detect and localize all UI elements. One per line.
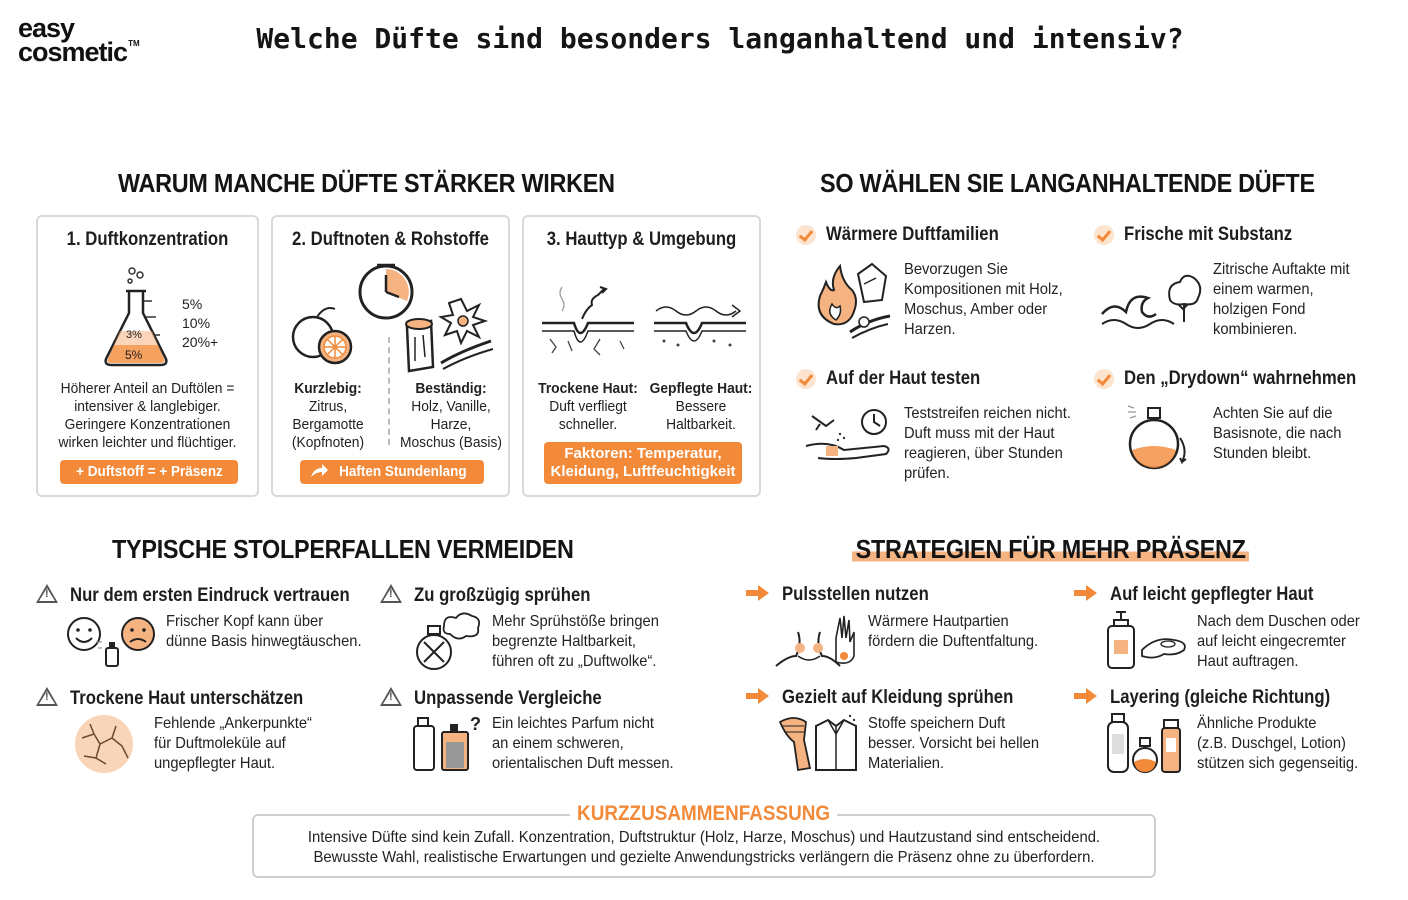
item-text: Ähnliche Produkte (z.B. Duschgel, Lotion) stützen sich gegenseitig. (1197, 715, 1359, 772)
section-title-strategies (852, 534, 1249, 565)
arrow-right-icon (746, 585, 770, 601)
card-title: 3. Hauttyp & Umgebung (546, 229, 737, 250)
item-title: Frische mit Substanz (1124, 224, 1293, 245)
item-title: Layering (gleiche Richtung) (1110, 687, 1331, 708)
item-text: Mehr Sprühstöße bringen begrenzte Haltbarkeit, führen oft zu „Duftwolke“. (492, 613, 659, 670)
flask-label: 5% (182, 296, 203, 312)
pitfall-dry-skin (36, 687, 335, 710)
arrow-right-icon (746, 688, 770, 704)
lasting-notes-text: Beständig: Holz, Vanille, Harze, Moschus (Basis) (399, 380, 502, 451)
page-title: Welche Düfte sind besonders langanhaltend und intensiv? (256, 22, 1184, 55)
share-arrow-icon (310, 464, 328, 478)
check-icon (796, 369, 816, 389)
dry-skin-icon (72, 714, 136, 774)
choose-item-test (796, 368, 1002, 390)
arrow-right-icon (1074, 585, 1098, 601)
dry-skin-text: Trockene Haut: Duft verfliegt schneller. (538, 380, 638, 433)
warning-icon (380, 584, 402, 603)
wood-vanilla-icon (401, 291, 501, 373)
summary-title-wrap (252, 802, 1156, 826)
pitfall-spraying (380, 584, 615, 607)
item-text: Stoffe speichern Duft besser. Vorsicht bei hellen Materialien. (868, 715, 1040, 772)
choose-item-drydown (1094, 368, 1388, 390)
item-text: Frischer Kopf kann über dünne Basis hinwegtäuschen. (166, 613, 362, 650)
card-skin (522, 215, 761, 497)
spray-cloud-icon (414, 612, 482, 672)
item-text: Nach dem Duschen oder auf leicht eingecremter Haut auftragen. (1197, 613, 1360, 670)
check-icon (1094, 369, 1114, 389)
flask-inner-label: 5% (125, 348, 143, 362)
logo-line-2: cosmetic (18, 37, 128, 68)
pitfall-comparisons (380, 687, 628, 710)
bottles-question-icon (412, 714, 484, 774)
strategy-clothing (746, 687, 1045, 709)
card-notes (271, 215, 510, 497)
item-title: Unpassende Vergleiche (414, 688, 603, 709)
perfume-bottle-icon (1126, 402, 1192, 472)
faces-icon (66, 614, 160, 670)
item-text: Achten Sie auf die Basisnote, die nach Stunden bleibt. (1213, 405, 1342, 462)
strategy-pulse-points (746, 584, 949, 606)
healthy-skin-layer-icon (652, 297, 748, 367)
short-notes-text: Kurzlebig: Zitrus, Bergamotte (Kopfnoten) (291, 380, 365, 451)
layering-bottles-icon (1106, 712, 1184, 774)
item-text: Ein leichtes Parfum nicht an einem schweren, orientalischen Duft messen. (492, 715, 674, 772)
item-title: Pulsstellen nutzen (782, 584, 930, 605)
item-title: Zu großzügig sprühen (414, 585, 591, 606)
item-text: Teststreifen reichen nicht. Duft muss mit der Haut reagieren, über Stunden prüfen. (904, 405, 1071, 482)
item-title: Auf der Haut testen (826, 368, 981, 389)
card-text: Höherer Anteil an Duftölen = intensiver & langlebiger. Geringere Konzentrationen wirken leichter und flüchtiger. (58, 380, 237, 451)
item-title: Auf leicht gepflegter Haut (1110, 584, 1314, 605)
pitfall-first-impression (36, 584, 388, 607)
item-title: Gezielt auf Kleidung sprühen (782, 687, 1014, 708)
pulse-points-icon (774, 612, 858, 670)
item-title: Trockene Haut unterschätzen (70, 688, 304, 709)
section-title-choose: SO WÄHLEN SIE LANGANHALTENDE DÜFTE (820, 168, 1315, 198)
item-text: Fehlende „Ankerpunkte“ für Duftmoleküle auf ungepflegter Haut. (154, 715, 312, 772)
divider (388, 337, 390, 445)
svg-text:?: ? (470, 714, 481, 734)
wave-tree-icon (1100, 272, 1202, 330)
fire-wood-vanilla-icon (812, 260, 892, 342)
flask-label: 10% (182, 315, 211, 331)
check-icon (796, 225, 816, 245)
strategy-lotion (1074, 584, 1342, 606)
flask-scale (182, 295, 218, 352)
flask-label: 20%+ (182, 334, 219, 350)
strategy-layering (1074, 687, 1361, 709)
dry-skin-layer-icon (540, 283, 636, 363)
choose-item-fresh (1094, 224, 1316, 246)
logo-line-1: easy (18, 13, 75, 43)
item-title: Nur dem ersten Eindruck vertrauen (70, 585, 351, 606)
item-text: Bevorzugen Sie Kompositionen mit Holz, Moschus, Amber oder Harzen. (904, 261, 1063, 338)
item-text: Zitrische Auftakte mit einem warmen, holzigen Fond kombinieren. (1213, 261, 1350, 338)
warning-icon (36, 584, 58, 603)
choose-item-warm (796, 224, 1023, 246)
item-title: Wärmere Duftfamilien (826, 224, 1000, 245)
lotion-icon (1104, 610, 1190, 672)
healthy-skin-text: Gepflegte Haut: Bessere Haltbarkeit. (649, 380, 753, 433)
check-icon (1094, 225, 1114, 245)
logo-trademark: TM (128, 39, 140, 49)
section-title-pitfalls: TYPISCHE STOLPERFALLEN VERMEIDEN (112, 534, 574, 564)
scarf-jacket-icon (776, 712, 860, 774)
item-text: Wärmere Hautpartien fördern die Duftentfaltung. (868, 613, 1039, 650)
citrus-icon (291, 299, 355, 371)
item-title: Den „Drydown“ wahrnehmen (1124, 368, 1357, 389)
summary-line: Intensive Düfte sind kein Zufall. Konzentration, Duftstruktur (Holz, Harze, Moschus) und Hautzustand sind entscheidend. (307, 829, 1101, 846)
notes-pill: Haften Stundenlang (300, 460, 484, 484)
summary-title: KURZZUSAMMENFASSUNG (570, 802, 837, 826)
card-title: 2. Duftnoten & Rohstoffe (292, 229, 489, 250)
arrow-right-icon (1074, 688, 1098, 704)
section-title-why: WARUM MANCHE DÜFTE STÄRKER WIRKEN (118, 168, 615, 198)
strategies-heading-text: STRATEGIEN FÜR MEHR PRÄSENZ (852, 534, 1249, 564)
factors-pill: Faktoren: Temperatur, Kleidung, Luftfeuchtigkeit (544, 442, 742, 484)
summary-text (293, 828, 1115, 868)
flask-inner-label: 3% (126, 329, 142, 341)
warning-icon (380, 687, 402, 706)
warning-icon (36, 687, 58, 706)
concentration-pill: + Duftstoff = + Präsenz (60, 460, 238, 484)
brand-logo (18, 13, 188, 68)
card-title: 1. Duftkonzentration (66, 229, 229, 250)
card-concentration (36, 215, 259, 497)
wrist-spray-clock-icon (804, 404, 896, 464)
summary-line: Bewusste Wahl, realistische Erwartungen und gezielte Anwendungstricks verlängern die Präsenz ohne zu überfordern. (313, 849, 1095, 866)
